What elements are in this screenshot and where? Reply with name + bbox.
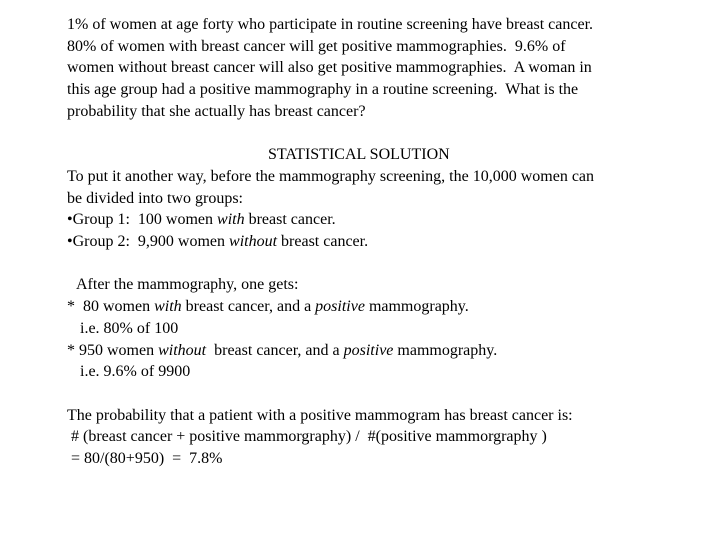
result-item-1 (67, 296, 707, 318)
result-1-suffix: mammography. (364, 298, 469, 316)
result-2-note: i.e. 9.6% of 9900 (80, 363, 191, 381)
conclusion-line-1: The probability that a patient with a positive mammogram has breast cancer is: (67, 406, 573, 424)
group-2-suffix: breast cancer. (277, 233, 369, 251)
result-item-2 (67, 340, 707, 362)
problem-line-3: women without breast cancer will also get positive mammographies. A woman in (67, 59, 592, 77)
group-1-suffix: breast cancer. (244, 211, 336, 229)
group-1-emphasis: with (217, 211, 245, 229)
group-1-prefix: •Group 1: 100 women (67, 211, 218, 229)
group-1-item (67, 209, 707, 231)
intro-line-1: To put it another way, before the mammography screening, the 10,000 women can (67, 167, 595, 185)
statistical-solution-section (67, 144, 707, 253)
conclusion-result: = 80/(80+950) = 7.8% (71, 450, 223, 468)
slide-content (67, 14, 707, 470)
result-2-emphasis-without: without (158, 341, 207, 359)
problem-line-1: 1% of women at age forty who participate in routine screening have breast cancer. (67, 16, 594, 33)
result-1-emphasis-with: with (154, 298, 182, 316)
result-1-middle: breast cancer, and a (181, 298, 316, 316)
intro-line-2: be divided into two groups: (67, 189, 243, 207)
problem-line-4: this age group had a positive mammography in a routine screening. What is the (67, 81, 579, 99)
result-2-suffix: mammography. (393, 341, 498, 359)
group-2-prefix: •Group 2: 9,900 women (67, 233, 230, 251)
group-2-item (67, 231, 707, 253)
group-2-emphasis: without (229, 233, 278, 251)
problem-line-2: 80% of women with breast cancer will get positive mammographies. 9.6% of (67, 37, 566, 55)
after-heading: After the mammography, one gets: (76, 276, 299, 294)
result-2-middle: breast cancer, and a (206, 341, 344, 359)
conclusion-formula: # (breast cancer + positive mammorgraphy) / #(positive mammorgraphy ) (71, 428, 547, 446)
section-heading: STATISTICAL SOLUTION (268, 146, 450, 164)
after-mammography-section (67, 274, 707, 383)
result-2-prefix: * 950 women (67, 341, 159, 359)
spacer (67, 253, 707, 275)
spacer (67, 383, 707, 405)
problem-statement (67, 14, 707, 123)
result-2-emphasis-positive: positive (343, 341, 394, 359)
conclusion-section (67, 405, 707, 470)
result-1-note: i.e. 80% of 100 (80, 319, 179, 337)
result-1-emphasis-positive: positive (315, 298, 365, 316)
result-1-prefix: * 80 women (67, 298, 155, 316)
problem-line-5: probability that she actually has breast cancer? (67, 102, 366, 120)
spacer (67, 123, 707, 145)
